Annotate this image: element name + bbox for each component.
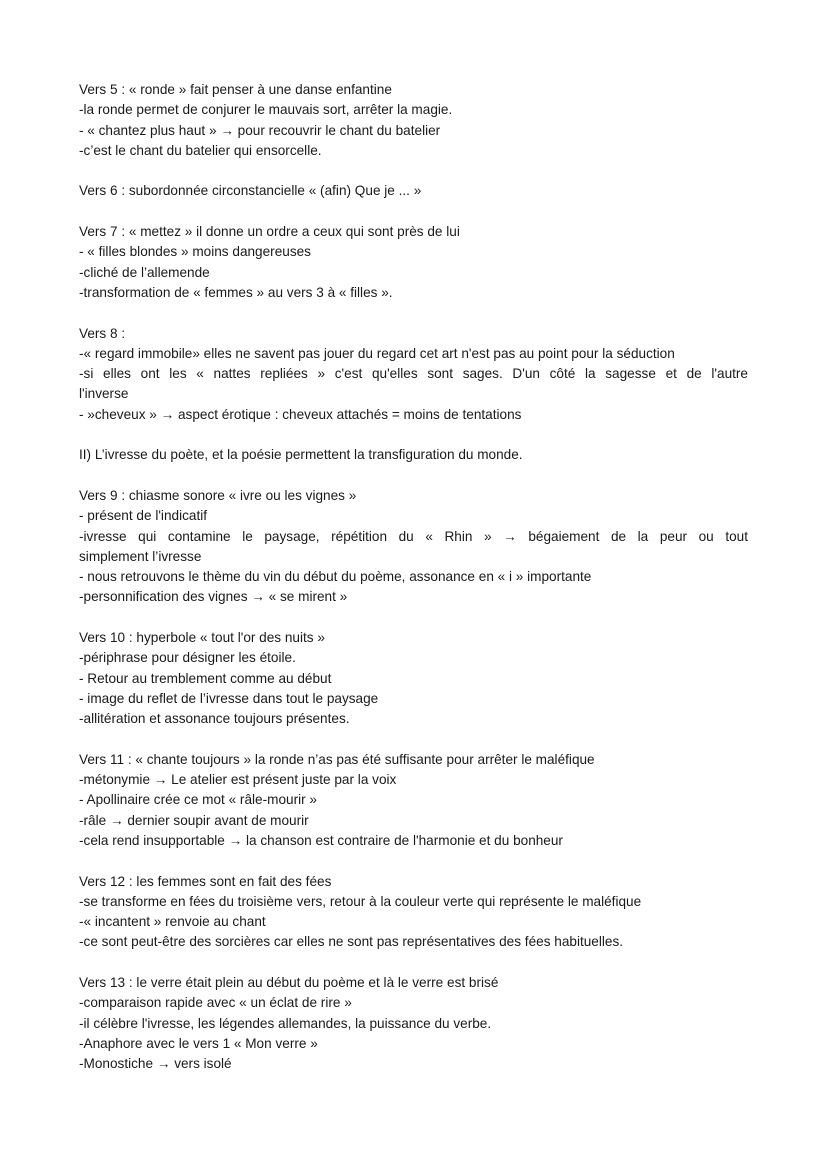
section-line: - Retour au tremblement comme au début	[79, 670, 332, 686]
section-line: l'inverse	[79, 386, 129, 402]
section-line: - image du reflet de l’ivresse dans tout le paysage	[79, 690, 379, 706]
section-heading: Vers 8 :	[79, 325, 126, 341]
paragraph-gap	[79, 202, 748, 222]
section-vers-12	[79, 872, 748, 953]
section-line: -comparaison rapide avec « un éclat de rire »	[79, 995, 352, 1011]
section-vers-6	[79, 181, 748, 201]
section-vers-5	[79, 80, 748, 161]
section-line: -c’est le chant du batelier qui ensorcelle.	[79, 142, 322, 158]
section-line: -il célèbre l'ivresse, les légendes allemandes, la puissance du verbe.	[79, 1015, 492, 1031]
section-line: -si elles ont les « nattes repliées » c'est qu'elles sont sages. D'un côté la sagesse et de l'autre	[79, 366, 748, 382]
section-line: -ce sont peut-être des sorcières car elles ne sont pas représentatives des fées habituelles.	[79, 934, 624, 950]
section-heading: II) L’ivresse du poète, et la poésie permettent la transfiguration du monde.	[79, 447, 523, 463]
section-line: - présent de l'indicatif	[79, 508, 208, 524]
paragraph-gap	[79, 303, 748, 323]
section-vers-11	[79, 750, 748, 851]
paragraph-gap	[79, 851, 748, 871]
section-vers-7	[79, 222, 748, 303]
section-heading: Vers 13 : le verre était plein au début du poème et là le verre est brisé	[79, 975, 499, 991]
section-heading: Vers 6 : subordonnée circonstancielle « (afin) Que je ... »	[79, 183, 422, 199]
section-part-two-heading	[79, 445, 748, 465]
paragraph-gap	[79, 161, 748, 181]
section-line: simplement l’ivresse	[79, 548, 202, 564]
section-line: -cela rend insupportable → la chanson est contraire de l'harmonie et du bonheur	[79, 832, 563, 848]
section-line: -« regard immobile» elles ne savent pas jouer du regard cet art n'est pas au point pour la séduction	[79, 345, 675, 361]
section-line: -ivresse qui contamine le paysage, répétition du « Rhin » → bégaiement de la peur ou tout	[79, 528, 748, 544]
section-heading: Vers 9 : chiasme sonore « ivre ou les vignes »	[79, 487, 357, 503]
section-line: -la ronde permet de conjurer le mauvais sort, arrêter la magie.	[79, 102, 453, 118]
section-heading: Vers 7 : « mettez » il donne un ordre a ceux qui sont près de lui	[79, 224, 460, 240]
paragraph-gap	[79, 953, 748, 973]
section-heading: Vers 5 : « ronde » fait penser à une danse enfantine	[79, 82, 392, 97]
paragraph-gap	[79, 730, 748, 750]
section-line: -allitération et assonance toujours présentes.	[79, 711, 350, 727]
section-line: -métonymie → Le atelier est présent juste par la voix	[79, 772, 397, 788]
section-line: -Monostiche → vers isolé	[79, 1056, 232, 1072]
paragraph-gap	[79, 425, 748, 445]
section-vers-13	[79, 973, 748, 1074]
paragraph-gap	[79, 466, 748, 486]
document-page	[79, 80, 748, 1075]
section-line: - « filles blondes » moins dangereuses	[79, 244, 311, 260]
section-line: -cliché de l’allemende	[79, 264, 210, 280]
paragraph-gap	[79, 608, 748, 628]
section-line: -personnification des vignes → « se mirent »	[79, 589, 348, 605]
section-line: -se transforme en fées du troisième vers, retour à la couleur verte qui représente le maléfique	[79, 893, 642, 909]
section-line: - nous retrouvons le thème du vin du début du poème, assonance en « i » importante	[79, 569, 592, 585]
section-heading: Vers 12 : les femmes sont en fait des fées	[79, 873, 332, 889]
section-vers-10	[79, 628, 748, 729]
section-vers-8	[79, 324, 748, 425]
section-vers-9	[79, 486, 748, 608]
section-heading: Vers 10 : hyperbole « tout l'or des nuits »	[79, 630, 325, 646]
section-line: -transformation de « femmes » au vers 3 à « filles ».	[79, 284, 393, 300]
section-line: -râle → dernier soupir avant de mourir	[79, 812, 309, 828]
section-line: - »cheveux » → aspect érotique : cheveux attachés = moins de tentations	[79, 406, 522, 422]
section-line: - « chantez plus haut » → pour recouvrir le chant du batelier	[79, 122, 441, 138]
section-line: -Anaphore avec le vers 1 « Mon verre »	[79, 1035, 318, 1051]
section-line: -« incantent » renvoie au chant	[79, 914, 266, 930]
section-line: -périphrase pour désigner les étoile.	[79, 650, 296, 666]
section-heading: Vers 11 : « chante toujours » la ronde n’as pas été suffisante pour arrêter le maléfique	[79, 751, 595, 767]
section-line: - Apollinaire crée ce mot « râle-mourir »	[79, 792, 317, 808]
